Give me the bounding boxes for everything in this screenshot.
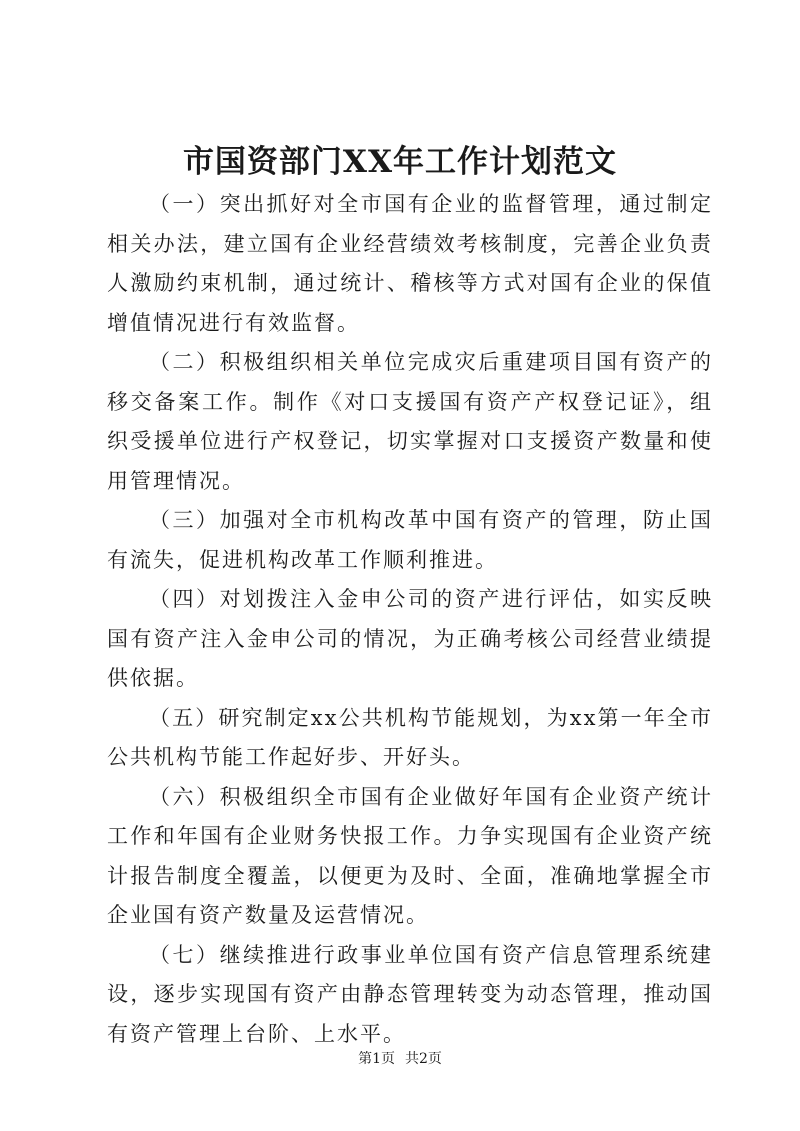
paragraph-7: （七）继续推进行政事业单位国有资产信息管理系统建设，逐步实现国有资产由静态管理转变为动态管理，推动国有资产管理上台阶、上水平。 [107,942,713,1046]
page-total: 共2页 [405,1051,442,1067]
document-body [107,185,713,1054]
document-title: 市国资部门XX年工作计划范文 [182,144,618,180]
paragraph-1: （一）突出抓好对全市国有企业的监督管理，通过制定相关办法，建立国有企业经营绩效考核制度，完善企业负责人激励约束机制，通过统计、稽核等方式对国有企业的保值增值情况进行有效监督。 [107,192,713,335]
paragraph-3: （三）加强对全市机构改革中国有资产的管理，防止国有流失，促进机构改革工作顺利推进。 [107,508,713,572]
page-number: 第1页 [358,1051,395,1067]
page-footer [0,1049,800,1069]
paragraph-6: （六）积极组织全市国有企业做好年国有企业资产统计工作和年国有企业财务快报工作。力争实现国有企业资产统计报告制度全覆盖，以便更为及时、全面，准确地掌握全市企业国有资产数量及运营情况。 [107,784,713,927]
paragraph-2: （二）积极组织相关单位完成灾后重建项目国有资产的移交备案工作。制作《对口支援国有资产产权登记证》，组织受援单位进行产权登记，切实掌握对口支援资产数量和使用管理情况。 [107,350,713,493]
paragraph-5: （五）研究制定xx公共机构节能规划，为xx第一年全市公共机构节能工作起好步、开好头。 [107,705,713,769]
paragraph-4: （四）对划拨注入金申公司的资产进行评估，如实反映国有资产注入金申公司的情况，为正确考核公司经营业绩提供依据。 [107,587,713,690]
